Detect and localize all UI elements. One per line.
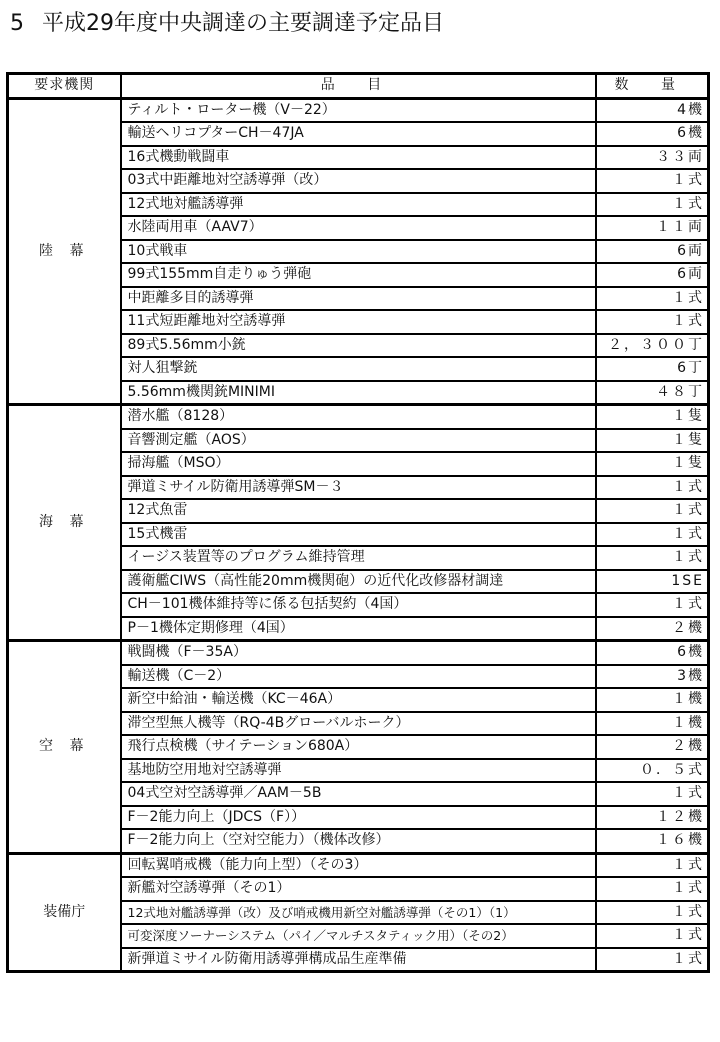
item-cell: 11式短距離地対空誘導弾 [121,310,596,334]
item-cell: 掃海艦（MSO） [121,452,596,476]
item-cell: 戦闘機（F－35A） [121,641,596,665]
item-cell: 5.56mm機関銃MINIMI [121,381,596,405]
item-cell: 12式魚雷 [121,499,596,523]
table-row [8,853,709,877]
item-cell: 可変深度ソーナーシステム（パイ／マルチスタティック用）（その2） [121,924,596,948]
quantity-cell: 3機 [596,665,709,689]
item-cell: 新空中給油・輸送機（KC－46A） [121,688,596,712]
quantity-cell: １式 [596,287,709,311]
quantity-cell: １隻 [596,429,709,453]
quantity-cell: ３３両 [596,146,709,170]
item-cell: 新弾道ミサイル防衛用誘導弾構成品生産準備 [121,948,596,972]
org-cell: 装備庁 [8,853,121,972]
item-cell: 弾道ミサイル防衛用誘導弾SM－３ [121,476,596,500]
item-cell: 飛行点検機（サイテーション680A） [121,735,596,759]
item-cell: 10式戦車 [121,240,596,264]
table-row [8,641,709,665]
quantity-cell: ２機 [596,617,709,641]
quantity-cell: １式 [596,853,709,877]
table-body [8,98,709,972]
quantity-cell: １式 [596,193,709,217]
title-text: 平成29年度中央調達の主要調達予定品目 [42,11,444,36]
quantity-cell: １式 [596,924,709,948]
item-cell: 99式155mm自走りゅう弾砲 [121,263,596,287]
quantity-cell: １式 [596,782,709,806]
quantity-cell: １２機 [596,806,709,830]
item-cell: F－2能力向上（JDCS（F）） [121,806,596,830]
quantity-cell: １式 [596,499,709,523]
table-row [8,98,709,122]
item-cell: 中距離多目的誘導弾 [121,287,596,311]
item-cell: CH－101機体維持等に係る包括契約（4国） [121,593,596,617]
item-cell: 回転翼哨戒機（能力向上型）（その3） [121,853,596,877]
item-cell: 滞空型無人機等（RQ-4Bグローバルホーク） [121,712,596,736]
item-cell: 新艦対空誘導弾（その1） [121,877,596,901]
item-cell: 輸送機（C－2） [121,665,596,689]
item-cell: 03式中距離地対空誘導弾（改） [121,169,596,193]
quantity-cell: １１両 [596,216,709,240]
item-cell: 潜水艦（8128） [121,405,596,429]
org-cell: 陸 幕 [8,98,121,405]
item-cell: イージス装置等のプログラム維持管理 [121,546,596,570]
header-row [8,74,709,99]
header-item: 品 目 [121,74,596,99]
table-row [8,405,709,429]
item-cell: 音響測定艦（AOS） [121,429,596,453]
quantity-cell: 6両 [596,263,709,287]
item-cell: 輸送ヘリコプターCH－47JA [121,122,596,146]
quantity-cell: １機 [596,688,709,712]
quantity-cell: １式 [596,476,709,500]
quantity-cell: １式 [596,901,709,925]
quantity-cell: 4機 [596,98,709,122]
quantity-cell: １式 [596,546,709,570]
item-cell: 水陸両用車（AAV7） [121,216,596,240]
quantity-cell: １式 [596,523,709,547]
quantity-cell: ４８丁 [596,381,709,405]
item-cell: 89式5.56mm小銃 [121,334,596,358]
quantity-cell: ０．５式 [596,759,709,783]
quantity-cell: 6丁 [596,357,709,381]
item-cell: 基地防空用地対空誘導弾 [121,759,596,783]
quantity-cell: 1SE [596,570,709,594]
quantity-cell: １機 [596,712,709,736]
item-cell: F－2能力向上（空対空能力）（機体改修） [121,829,596,853]
quantity-cell: 6両 [596,240,709,264]
item-cell: 12式地対艦誘導弾（改）及び哨戒機用新空対艦誘導弾（その1）（1） [121,901,596,925]
item-cell: ティルト・ローター機（V－22） [121,98,596,122]
quantity-cell: 6機 [596,641,709,665]
item-cell: 15式機雷 [121,523,596,547]
org-cell: 空 幕 [8,641,121,854]
item-cell: P－1機体定期修理（4国） [121,617,596,641]
header-qty: 数 量 [596,74,709,99]
quantity-cell: １式 [596,169,709,193]
quantity-cell: １隻 [596,452,709,476]
section-number: 5 [10,11,24,36]
org-cell: 海 幕 [8,405,121,641]
item-cell: 04式空対空誘導弾／AAM－5B [121,782,596,806]
procurement-table [6,72,710,973]
quantity-cell: １式 [596,593,709,617]
quantity-cell: １隻 [596,405,709,429]
item-cell: 16式機動戦闘車 [121,146,596,170]
item-cell: 対人狙撃銃 [121,357,596,381]
quantity-cell: １６機 [596,829,709,853]
quantity-cell: １式 [596,310,709,334]
quantity-cell: ２，３００丁 [596,334,709,358]
item-cell: 12式地対艦誘導弾 [121,193,596,217]
quantity-cell: ２機 [596,735,709,759]
document-title [10,6,444,37]
quantity-cell: 6機 [596,122,709,146]
quantity-cell: １式 [596,948,709,972]
header-org: 要求機関 [8,74,121,99]
quantity-cell: １式 [596,877,709,901]
item-cell: 護衛艦CIWS（高性能20mm機関砲）の近代化改修器材調達 [121,570,596,594]
